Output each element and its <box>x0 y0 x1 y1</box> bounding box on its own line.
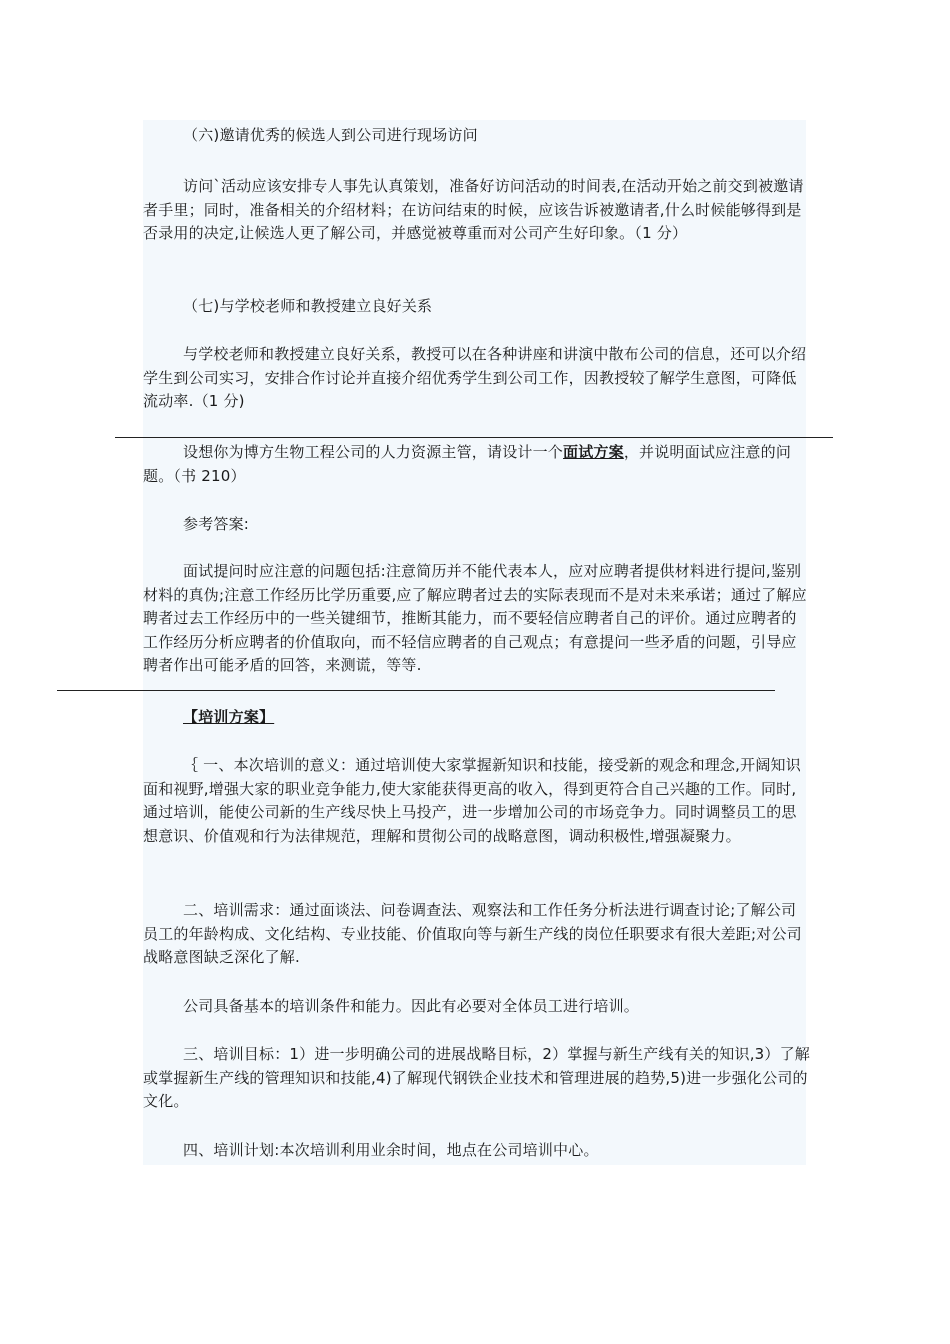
training-condition-paragraph: 公司具备基本的培训条件和能力。因此有必要对全体员工进行培训。 <box>183 997 640 1015</box>
training-needs-paragraph: 二、培训需求：通过面谈法、问卷调查法、观察法和工作任务分析法进行调查讨论;了解公司员工的年龄构成、文化结构、专业技能、价值取向等与新生产线的岗位任职要求有很大差距;对公司战略意图缺乏深化了解. <box>143 901 802 966</box>
divider-2 <box>57 690 775 691</box>
section-title-6: （六)邀请优秀的候选人到公司进行现场访问 <box>183 126 478 144</box>
interview-plan-highlight: 面试方案 <box>563 443 624 461</box>
divider-1 <box>115 437 833 438</box>
question-text-after: ，并说明面试应注意的问题。（书 210） <box>143 443 792 485</box>
question-paragraph <box>143 441 811 488</box>
paragraph-teachers: 与学校老师和教授建立良好关系，教授可以在各种讲座和讲演中散布公司的信息，还可以介绍学生到公司实习，安排合作讨论并直接介绍优秀学生到公司工作，因教授较了解学生意图，可降低流动率.（1 分) <box>143 345 807 410</box>
training-plan-heading <box>183 706 483 730</box>
paragraph-visit: 访问`活动应该安排专人事先认真策划，准备好访问活动的时间表,在活动开始之前交到被邀请者手里；同时，准备相关的介绍材料；在访问结束的时候，应该告诉被邀请者,什么时候能够得到是否录用的决定,让候选人更了解公司，并感觉被尊重而对公司产生好印象。（1 分） <box>143 177 804 242</box>
training-meaning-paragraph: ｛ 一、本次培训的意义：通过培训使大家掌握新知识和技能，接受新的观念和理念,开阔知识面和视野,增强大家的职业竞争能力,使大家能获得更高的收入，得到更符合自己兴趣的工作。同时,通过培训，能使公司新的生产线尽快上马投产，进一步增加公司的市场竞争力。同时调整员工的思想意识、价值观和行为法律规范，理解和贯彻公司的战略意图，调动积极性,增强凝聚力。 <box>143 756 801 845</box>
section-title-7: （七)与学校老师和教授建立良好关系 <box>183 297 433 315</box>
training-plan-heading-text: 【培训方案】 <box>183 708 275 726</box>
training-schedule-paragraph: 四、培训计划:本次培训利用业余时间，地点在公司培训中心。 <box>183 1141 599 1159</box>
question-text-before: 设想你为博方生物工程公司的人力资源主管，请设计一个 <box>183 443 564 461</box>
training-goals-paragraph: 三、培训目标：1）进一步明确公司的进展战略目标，2）掌握与新生产线有关的知识,3）了解或掌握新生产线的管理知识和技能,4)了解现代钢铁企业技术和管理进展的趋势,5)进一步强化公司的文化。 <box>143 1045 811 1110</box>
answer-paragraph: 面试提问时应注意的问题包括:注意简历并不能代表本人，应对应聘者提供材料进行提问,鉴别材料的真伪;注意工作经历比学历重要,应了解应聘者过去的实际表现而不是对未来承诺；通过了解应聘者过去工作经历中的一些关键细节，推断其能力，而不要轻信应聘者自己的评价。通过应聘者的工作经历分析应聘者的价值取向，而不轻信应聘者的自己观点；有意提问一些矛盾的问题，引导应聘者作出可能矛盾的回答，来测谎，等等. <box>143 562 807 674</box>
reference-answer-label: 参考答案: <box>183 515 250 533</box>
